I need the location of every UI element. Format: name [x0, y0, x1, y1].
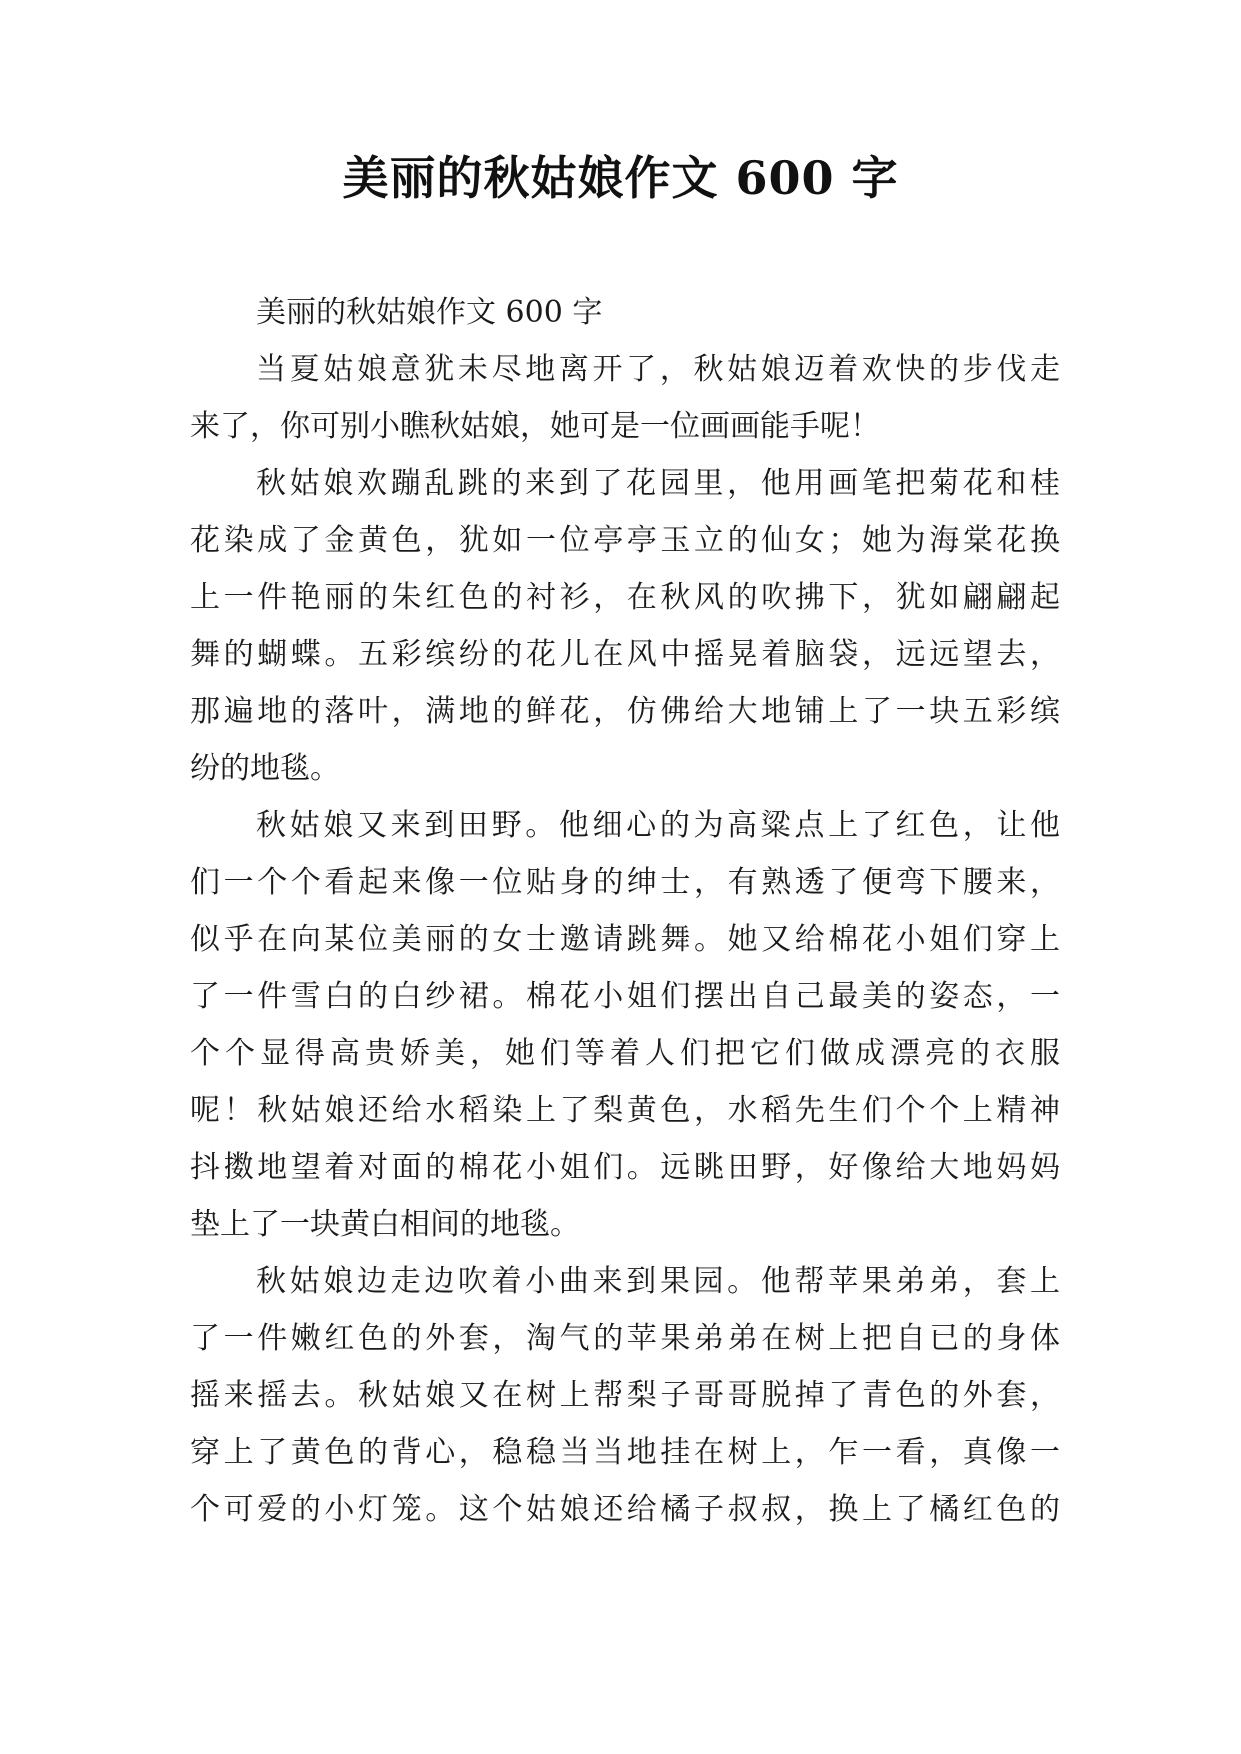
page-title: 美丽的秋姑娘作文 600 字 — [342, 151, 899, 205]
text-line: 个可爱的小灯笼。这个姑娘还给橘子叔叔，换上了橘红色的 — [190, 1492, 1060, 1527]
text-line: 们一个个看起来像一位贴身的绅士，有熟透了便弯下腰来， — [190, 865, 1060, 900]
text-line: 了一件雪白的白纱裙。棉花小姐们摆出自己最美的姿态，一 — [190, 979, 1060, 1014]
text-line: 穿上了黄色的背心，稳稳当当地挂在树上，乍一看，真像一 — [190, 1435, 1060, 1470]
text-line: 花染成了金黄色，犹如一位亭亭玉立的仙女；她为海棠花换 — [190, 523, 1060, 558]
text-line: 摇来摇去。秋姑娘又在树上帮梨子哥哥脱掉了青色的外套， — [190, 1378, 1060, 1413]
text-line: 抖擞地望着对面的棉花小姐们。远眺田野，好像给大地妈妈 — [190, 1150, 1060, 1185]
text-line: 个个显得高贵娇美，她们等着人们把它们做成漂亮的衣服 — [190, 1036, 1060, 1071]
text-line: 秋姑娘欢蹦乱跳的来到了花园里，他用画笔把菊花和桂 — [256, 466, 1060, 501]
text-line: 那遍地的落叶，满地的鲜花，仿佛给大地铺上了一块五彩缤 — [190, 694, 1060, 729]
text-line: 秋姑娘边走边吹着小曲来到果园。他帮苹果弟弟，套上 — [256, 1264, 1060, 1299]
text-line: 了一件嫩红色的外套，淘气的苹果弟弟在树上把自已的身体 — [190, 1321, 1060, 1356]
text-line: 秋姑娘又来到田野。他细心的为高粱点上了红色，让他 — [256, 808, 1060, 843]
text-line: 呢！秋姑娘还给水稻染上了梨黄色，水稻先生们个个上精神 — [190, 1093, 1060, 1128]
text-line: 舞的蝴蝶。五彩缤纷的花儿在风中摇晃着脑袋，远远望去， — [190, 637, 1060, 672]
document-body — [190, 284, 1060, 1538]
text-line: 垫上了一块黄白相间的地毯。 — [190, 1207, 580, 1242]
text-line: 上一件艳丽的朱红色的衬衫，在秋风的吹拂下，犹如翩翩起 — [190, 580, 1060, 615]
text-line: 纷的地毯。 — [190, 751, 340, 786]
text-line: 美丽的秋姑娘作文 600 字 — [256, 295, 603, 330]
text-line: 似乎在向某位美丽的女士邀请跳舞。她又给棉花小姐们穿上 — [190, 922, 1060, 957]
text-line: 来了，你可别小瞧秋姑娘，她可是一位画画能手呢！ — [190, 409, 880, 444]
text-line: 当夏姑娘意犹未尽地离开了，秋姑娘迈着欢快的步伐走 — [256, 352, 1060, 387]
